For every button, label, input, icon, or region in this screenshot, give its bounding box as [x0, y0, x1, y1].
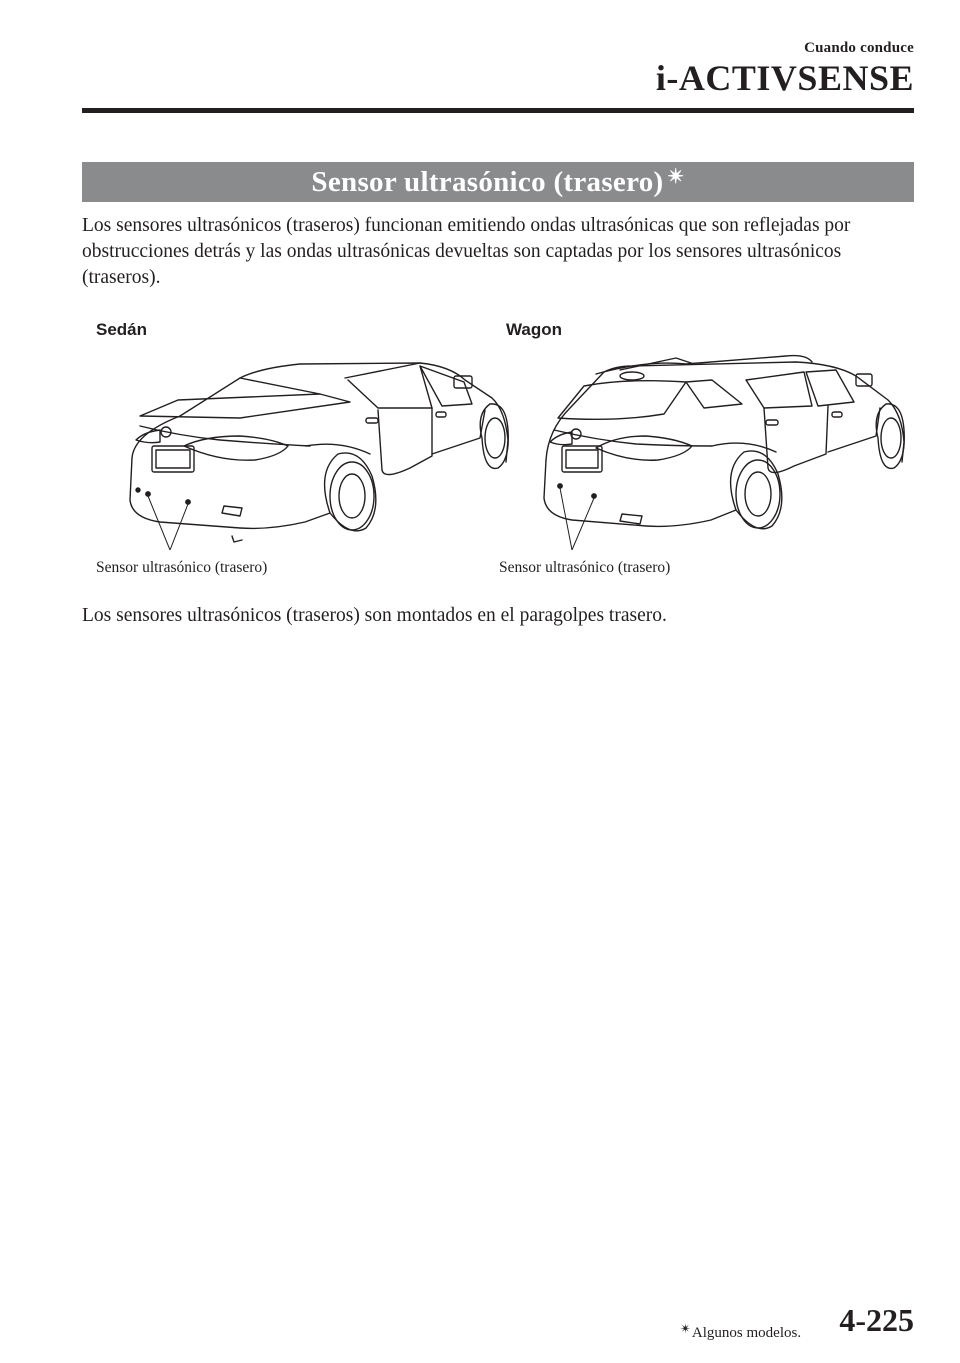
sedan-sensor-caption: Sensor ultrasónico (trasero) [96, 559, 268, 576]
section-title: Sensor ultrasónico (trasero) [311, 165, 664, 198]
mounting-paragraph: Los sensores ultrasónicos (traseros) son montados en el paragolpes trasero. [82, 605, 667, 626]
header-rule [82, 108, 914, 113]
some-models-star-icon: ✴ [667, 165, 685, 188]
sedan-label: Sedán [96, 320, 148, 339]
sedan-rear-illustration [120, 350, 520, 550]
wagon-sensor-caption: Sensor ultrasónico (trasero) [499, 559, 671, 576]
footnote-star-icon: ✴ [680, 1321, 691, 1336]
wagon-label: Wagon [506, 320, 563, 339]
chapter-header: i-ACTIVSENSE [655, 58, 914, 98]
footnote [680, 1321, 802, 1342]
page-number: 4-225 [839, 1302, 914, 1338]
wagon-rear-illustration [536, 350, 916, 550]
footnote-text: Algunos modelos. [691, 1325, 802, 1341]
intro-paragraph: Los sensores ultrasónicos (traseros) funcionan emitiendo ondas ultrasónicas que son reflejadas por obstrucciones detrás y las ondas ultrasónicas devueltas son captadas por los sensores ultrasónicos (traseros). [82, 215, 851, 288]
section-header: Cuando conduce [804, 40, 914, 56]
section-title-band [82, 162, 914, 202]
